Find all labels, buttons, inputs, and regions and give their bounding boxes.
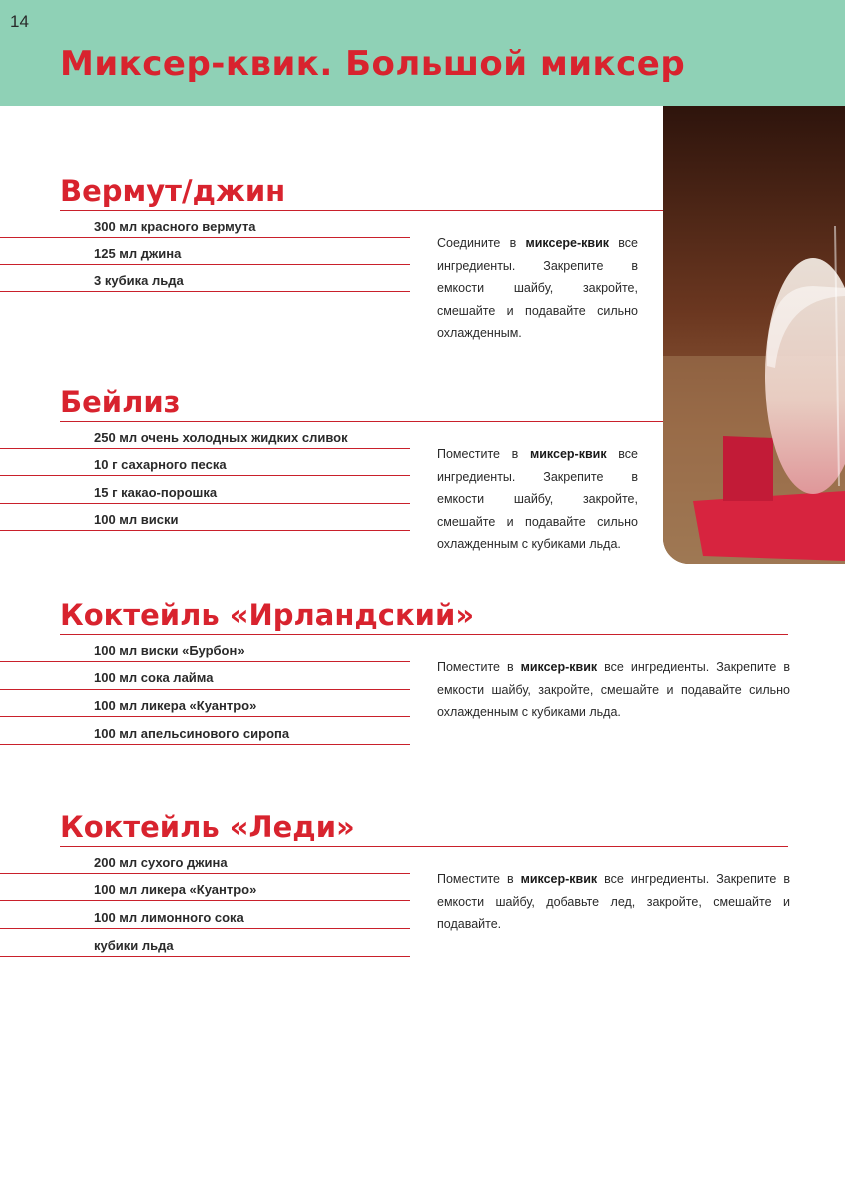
ingredient-divider <box>0 744 410 745</box>
ingredient-divider <box>0 900 410 901</box>
ingredient-divider <box>0 264 410 265</box>
page-title: Миксер-квик. Большой миксер <box>60 44 686 84</box>
ingredient-divider <box>0 448 410 449</box>
ingredient-divider <box>0 689 410 690</box>
ingredient-item: 10 г сахарного песка <box>94 457 227 472</box>
ingredient-divider <box>0 956 410 957</box>
recipe-instructions: Поместите в миксер-квик все ингредиенты. Закрепите в емкости шайбу, закройте, смешайте и подавайте сильно охлажденным с кубиками льда. <box>437 660 790 719</box>
cocktail-photo <box>663 106 845 564</box>
recipe-instructions: Соедините в миксере-квик все ингредиенты. Закрепите в емкости шайбу, закройте, смешайте и подавайте сильно охлажденным. <box>437 236 638 340</box>
recipe-title: Коктейль «Ирландский» <box>60 598 475 632</box>
ingredient-item: 15 г какао-порошка <box>94 485 218 500</box>
ingredient-item: 100 мл ликера «Куантро» <box>94 698 257 713</box>
ingredient-divider <box>0 661 410 662</box>
ingredient-divider <box>0 237 410 238</box>
ingredient-item: 100 мл ликера «Куантро» <box>94 882 257 897</box>
recipe-instructions: Поместите в миксер-квик все ингредиенты. Закрепите в емкости шайбу, добавьте лед, закройте, смешайте и подавайте. <box>437 872 790 931</box>
ingredient-divider <box>0 928 410 929</box>
ingredient-item: кубики льда <box>94 938 174 953</box>
title-divider <box>60 846 788 847</box>
cocktail-glass-illustration <box>663 106 845 564</box>
ingredient-item: 100 мл виски «Бурбон» <box>94 643 245 658</box>
ingredient-item: 100 мл апельсинового сиропа <box>94 726 290 741</box>
ingredient-divider <box>0 530 410 531</box>
ingredient-item: 200 мл сухого джина <box>94 855 228 870</box>
recipe-title: Коктейль «Леди» <box>60 810 355 844</box>
ingredient-divider <box>0 716 410 717</box>
recipe-title: Вермут/джин <box>60 174 286 208</box>
ingredient-divider <box>0 503 410 504</box>
ingredient-item: 100 мл лимонного сока <box>94 910 244 925</box>
ingredient-divider <box>0 475 410 476</box>
ingredient-item: 100 мл виски <box>94 512 179 527</box>
page-number: 14 <box>10 12 29 31</box>
ingredient-divider <box>0 873 410 874</box>
ingredient-item: 125 мл джина <box>94 246 182 261</box>
ingredient-item: 300 мл красного вермута <box>94 219 256 234</box>
ingredient-divider <box>0 291 410 292</box>
ingredient-item: 100 мл сока лайма <box>94 670 214 685</box>
title-divider <box>60 210 663 211</box>
ingredient-item: 250 мл очень холодных жидких сливок <box>94 430 348 445</box>
header-band <box>0 0 845 106</box>
ingredient-item: 3 кубика льда <box>94 273 184 288</box>
title-divider <box>60 421 663 422</box>
recipe-instructions: Поместите в миксер-квик все ингредиенты. Закрепите в емкости шайбу, закройте, смешайте и подавайте сильно охлажденным с кубиками льда. <box>437 447 638 551</box>
title-divider <box>60 634 788 635</box>
recipe-title: Бейлиз <box>60 385 181 419</box>
